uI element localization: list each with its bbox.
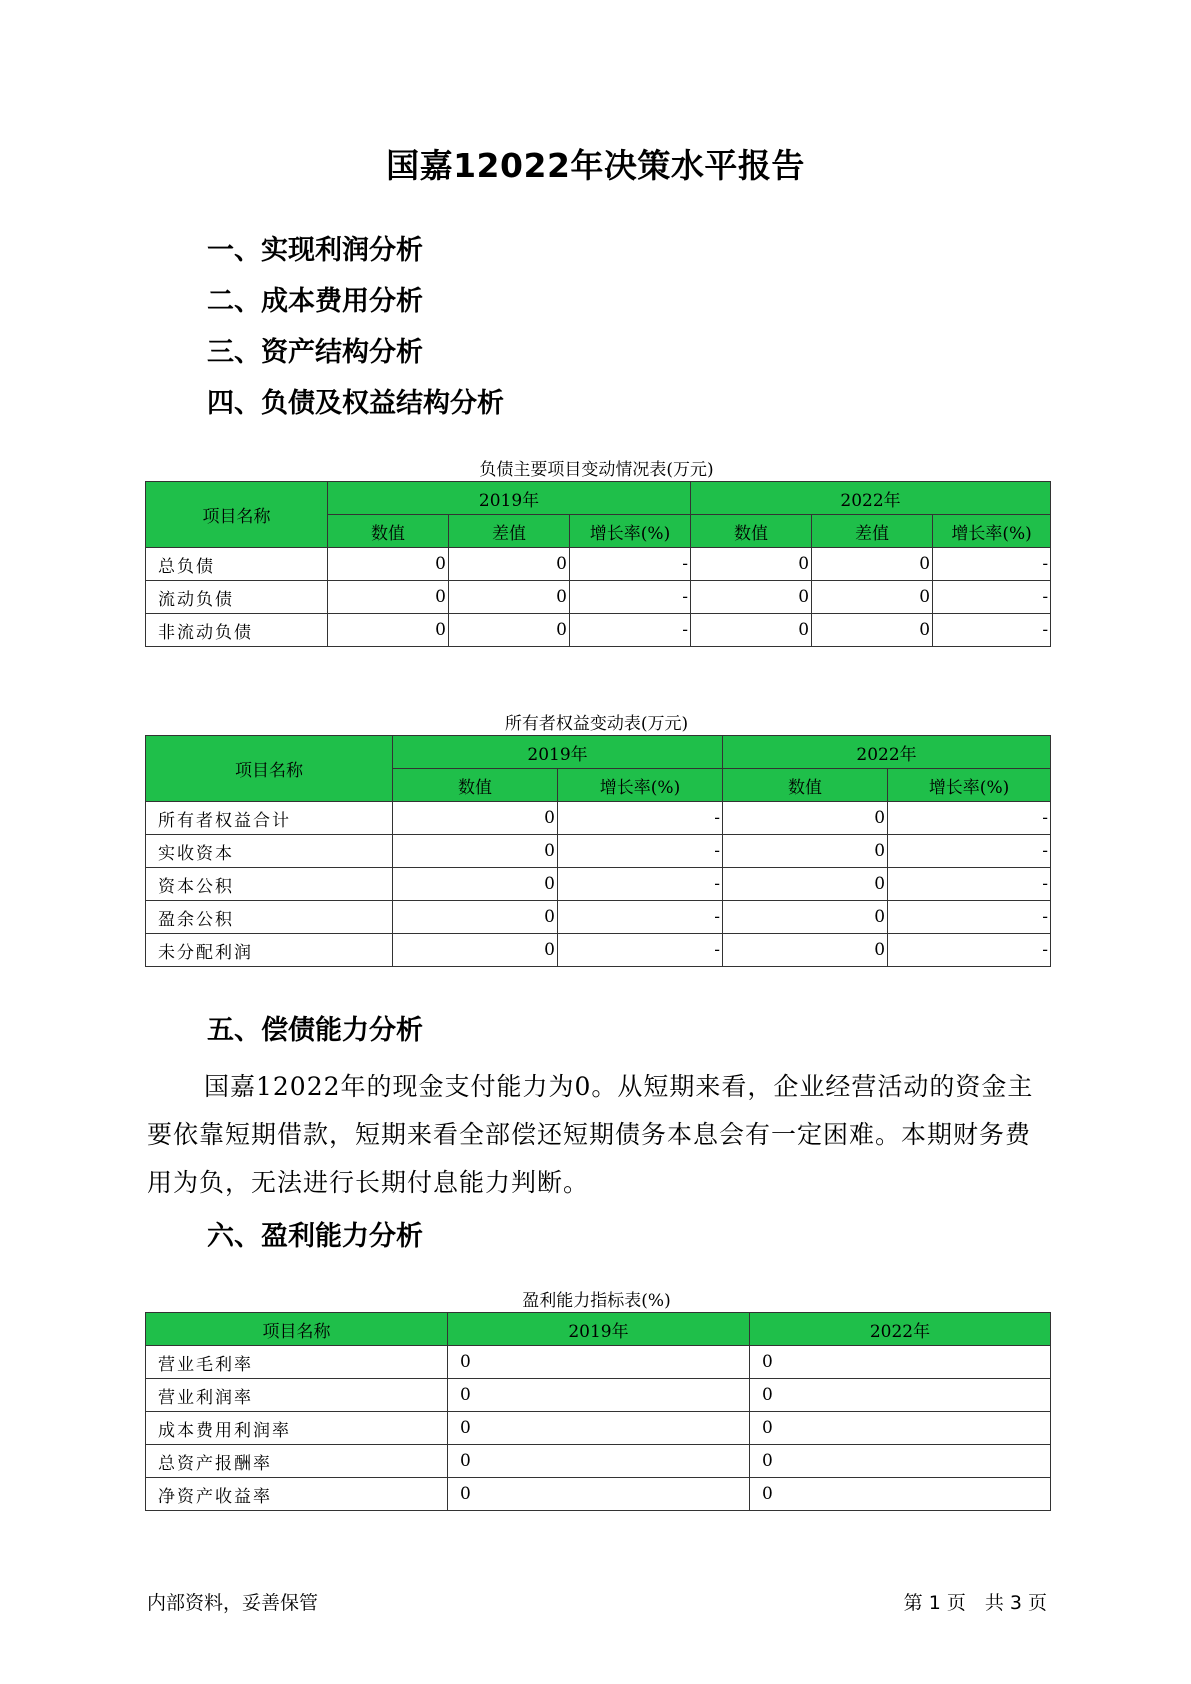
row-name: 未分配利润 xyxy=(146,934,393,967)
section-heading-liability-equity: 四、负债及权益结构分析 xyxy=(207,388,504,419)
cell-value: 0 xyxy=(393,802,558,835)
year-header-2022: 2022年 xyxy=(750,1313,1051,1346)
cell-value: 0 xyxy=(393,901,558,934)
cell-growth: - xyxy=(570,548,691,581)
table-row xyxy=(146,1445,1051,1478)
cell-growth: - xyxy=(888,868,1051,901)
table-row xyxy=(146,1478,1051,1511)
cell-value: 0 xyxy=(328,614,449,647)
table-row xyxy=(146,1412,1051,1445)
row-name: 成本费用利润率 xyxy=(146,1412,448,1445)
row-name: 盈余公积 xyxy=(146,901,393,934)
cell-diff: 0 xyxy=(812,581,933,614)
table-row xyxy=(146,548,1051,581)
cell-diff: 0 xyxy=(449,548,570,581)
row-name: 总负债 xyxy=(146,548,328,581)
cell-growth: - xyxy=(888,934,1051,967)
table-row xyxy=(146,802,1051,835)
cell-value: 0 xyxy=(448,1379,750,1412)
row-name: 净资产收益率 xyxy=(146,1478,448,1511)
col-growth-header: 增长率(%) xyxy=(888,769,1051,802)
footer-confidential-note: 内部资料，妥善保管 xyxy=(147,1592,319,1614)
cell-growth: - xyxy=(558,835,723,868)
row-name: 营业利润率 xyxy=(146,1379,448,1412)
item-name-header: 项目名称 xyxy=(146,736,393,802)
section-heading-asset-structure: 三、资产结构分析 xyxy=(207,337,423,368)
section-heading-cost: 二、成本费用分析 xyxy=(207,286,423,317)
year-header-2019: 2019年 xyxy=(448,1313,750,1346)
equity-table xyxy=(145,735,1051,967)
col-value-header: 数值 xyxy=(691,515,812,548)
cell-value: 0 xyxy=(328,548,449,581)
profit-table xyxy=(145,1312,1051,1511)
col-value-header: 数值 xyxy=(723,769,888,802)
solvency-paragraph: 国嘉12022年的现金支付能力为0。从短期来看，企业经营活动的资金主要依靠短期借款，短期来看全部偿还短期债务本息会有一定困难。本期财务费用为负，无法进行长期付息能力判断。 xyxy=(147,1072,1034,1197)
cell-diff: 0 xyxy=(449,614,570,647)
cell-growth: - xyxy=(933,548,1051,581)
row-name: 实收资本 xyxy=(146,835,393,868)
col-growth-header: 增长率(%) xyxy=(558,769,723,802)
cell-growth: - xyxy=(888,901,1051,934)
row-name: 营业毛利率 xyxy=(146,1346,448,1379)
table-row xyxy=(146,868,1051,901)
cell-value: 0 xyxy=(723,934,888,967)
cell-value: 0 xyxy=(393,868,558,901)
year-header-2019: 2019年 xyxy=(393,736,723,769)
cell-diff: 0 xyxy=(812,614,933,647)
cell-diff: 0 xyxy=(449,581,570,614)
item-name-header: 项目名称 xyxy=(146,482,328,548)
cell-diff: 0 xyxy=(812,548,933,581)
cell-growth: - xyxy=(558,868,723,901)
cell-growth: - xyxy=(558,802,723,835)
row-name: 资本公积 xyxy=(146,868,393,901)
footer-page-number: 第 1 页 共 3 页 xyxy=(903,1592,1047,1614)
table-row xyxy=(146,1346,1051,1379)
equity-table-caption: 所有者权益变动表(万元) xyxy=(504,714,689,734)
cell-value: 0 xyxy=(723,868,888,901)
cell-value: 0 xyxy=(448,1412,750,1445)
item-name-header: 项目名称 xyxy=(146,1313,448,1346)
section-heading-profitability: 六、盈利能力分析 xyxy=(207,1221,423,1252)
section-heading-solvency: 五、偿债能力分析 xyxy=(207,1015,423,1046)
table-row xyxy=(146,934,1051,967)
cell-value: 0 xyxy=(750,1412,1051,1445)
cell-value: 0 xyxy=(448,1445,750,1478)
cell-growth: - xyxy=(570,614,691,647)
year-header-2022: 2022年 xyxy=(691,482,1051,515)
cell-growth: - xyxy=(933,614,1051,647)
row-name: 流动负债 xyxy=(146,581,328,614)
year-header-2022: 2022年 xyxy=(723,736,1051,769)
cell-value: 0 xyxy=(723,901,888,934)
cell-value: 0 xyxy=(691,581,812,614)
cell-value: 0 xyxy=(393,835,558,868)
year-header-2019: 2019年 xyxy=(328,482,691,515)
table-row xyxy=(146,901,1051,934)
liability-table xyxy=(145,481,1051,647)
row-name: 非流动负债 xyxy=(146,614,328,647)
cell-value: 0 xyxy=(750,1346,1051,1379)
col-value-header: 数值 xyxy=(393,769,558,802)
col-growth-header: 增长率(%) xyxy=(933,515,1051,548)
liability-table-caption: 负债主要项目变动情况表(万元) xyxy=(479,460,714,480)
cell-growth: - xyxy=(888,835,1051,868)
cell-value: 0 xyxy=(723,802,888,835)
col-value-header: 数值 xyxy=(328,515,449,548)
table-row xyxy=(146,835,1051,868)
section-heading-profit: 一、实现利润分析 xyxy=(207,235,423,266)
cell-value: 0 xyxy=(448,1346,750,1379)
cell-value: 0 xyxy=(750,1445,1051,1478)
profit-table-caption: 盈利能力指标表(%) xyxy=(522,1291,671,1311)
cell-growth: - xyxy=(558,934,723,967)
cell-growth: - xyxy=(888,802,1051,835)
table-row xyxy=(146,614,1051,647)
cell-value: 0 xyxy=(750,1478,1051,1511)
table-row xyxy=(146,1379,1051,1412)
col-growth-header: 增长率(%) xyxy=(570,515,691,548)
page-title: 国嘉12022年决策水平报告 xyxy=(386,146,805,185)
cell-value: 0 xyxy=(393,934,558,967)
col-diff-header: 差值 xyxy=(812,515,933,548)
cell-value: 0 xyxy=(723,835,888,868)
cell-value: 0 xyxy=(328,581,449,614)
cell-growth: - xyxy=(933,581,1051,614)
cell-growth: - xyxy=(558,901,723,934)
cell-value: 0 xyxy=(691,614,812,647)
row-name: 所有者权益合计 xyxy=(146,802,393,835)
cell-value: 0 xyxy=(448,1478,750,1511)
col-diff-header: 差值 xyxy=(449,515,570,548)
cell-growth: - xyxy=(570,581,691,614)
cell-value: 0 xyxy=(750,1379,1051,1412)
row-name: 总资产报酬率 xyxy=(146,1445,448,1478)
cell-value: 0 xyxy=(691,548,812,581)
table-row xyxy=(146,581,1051,614)
